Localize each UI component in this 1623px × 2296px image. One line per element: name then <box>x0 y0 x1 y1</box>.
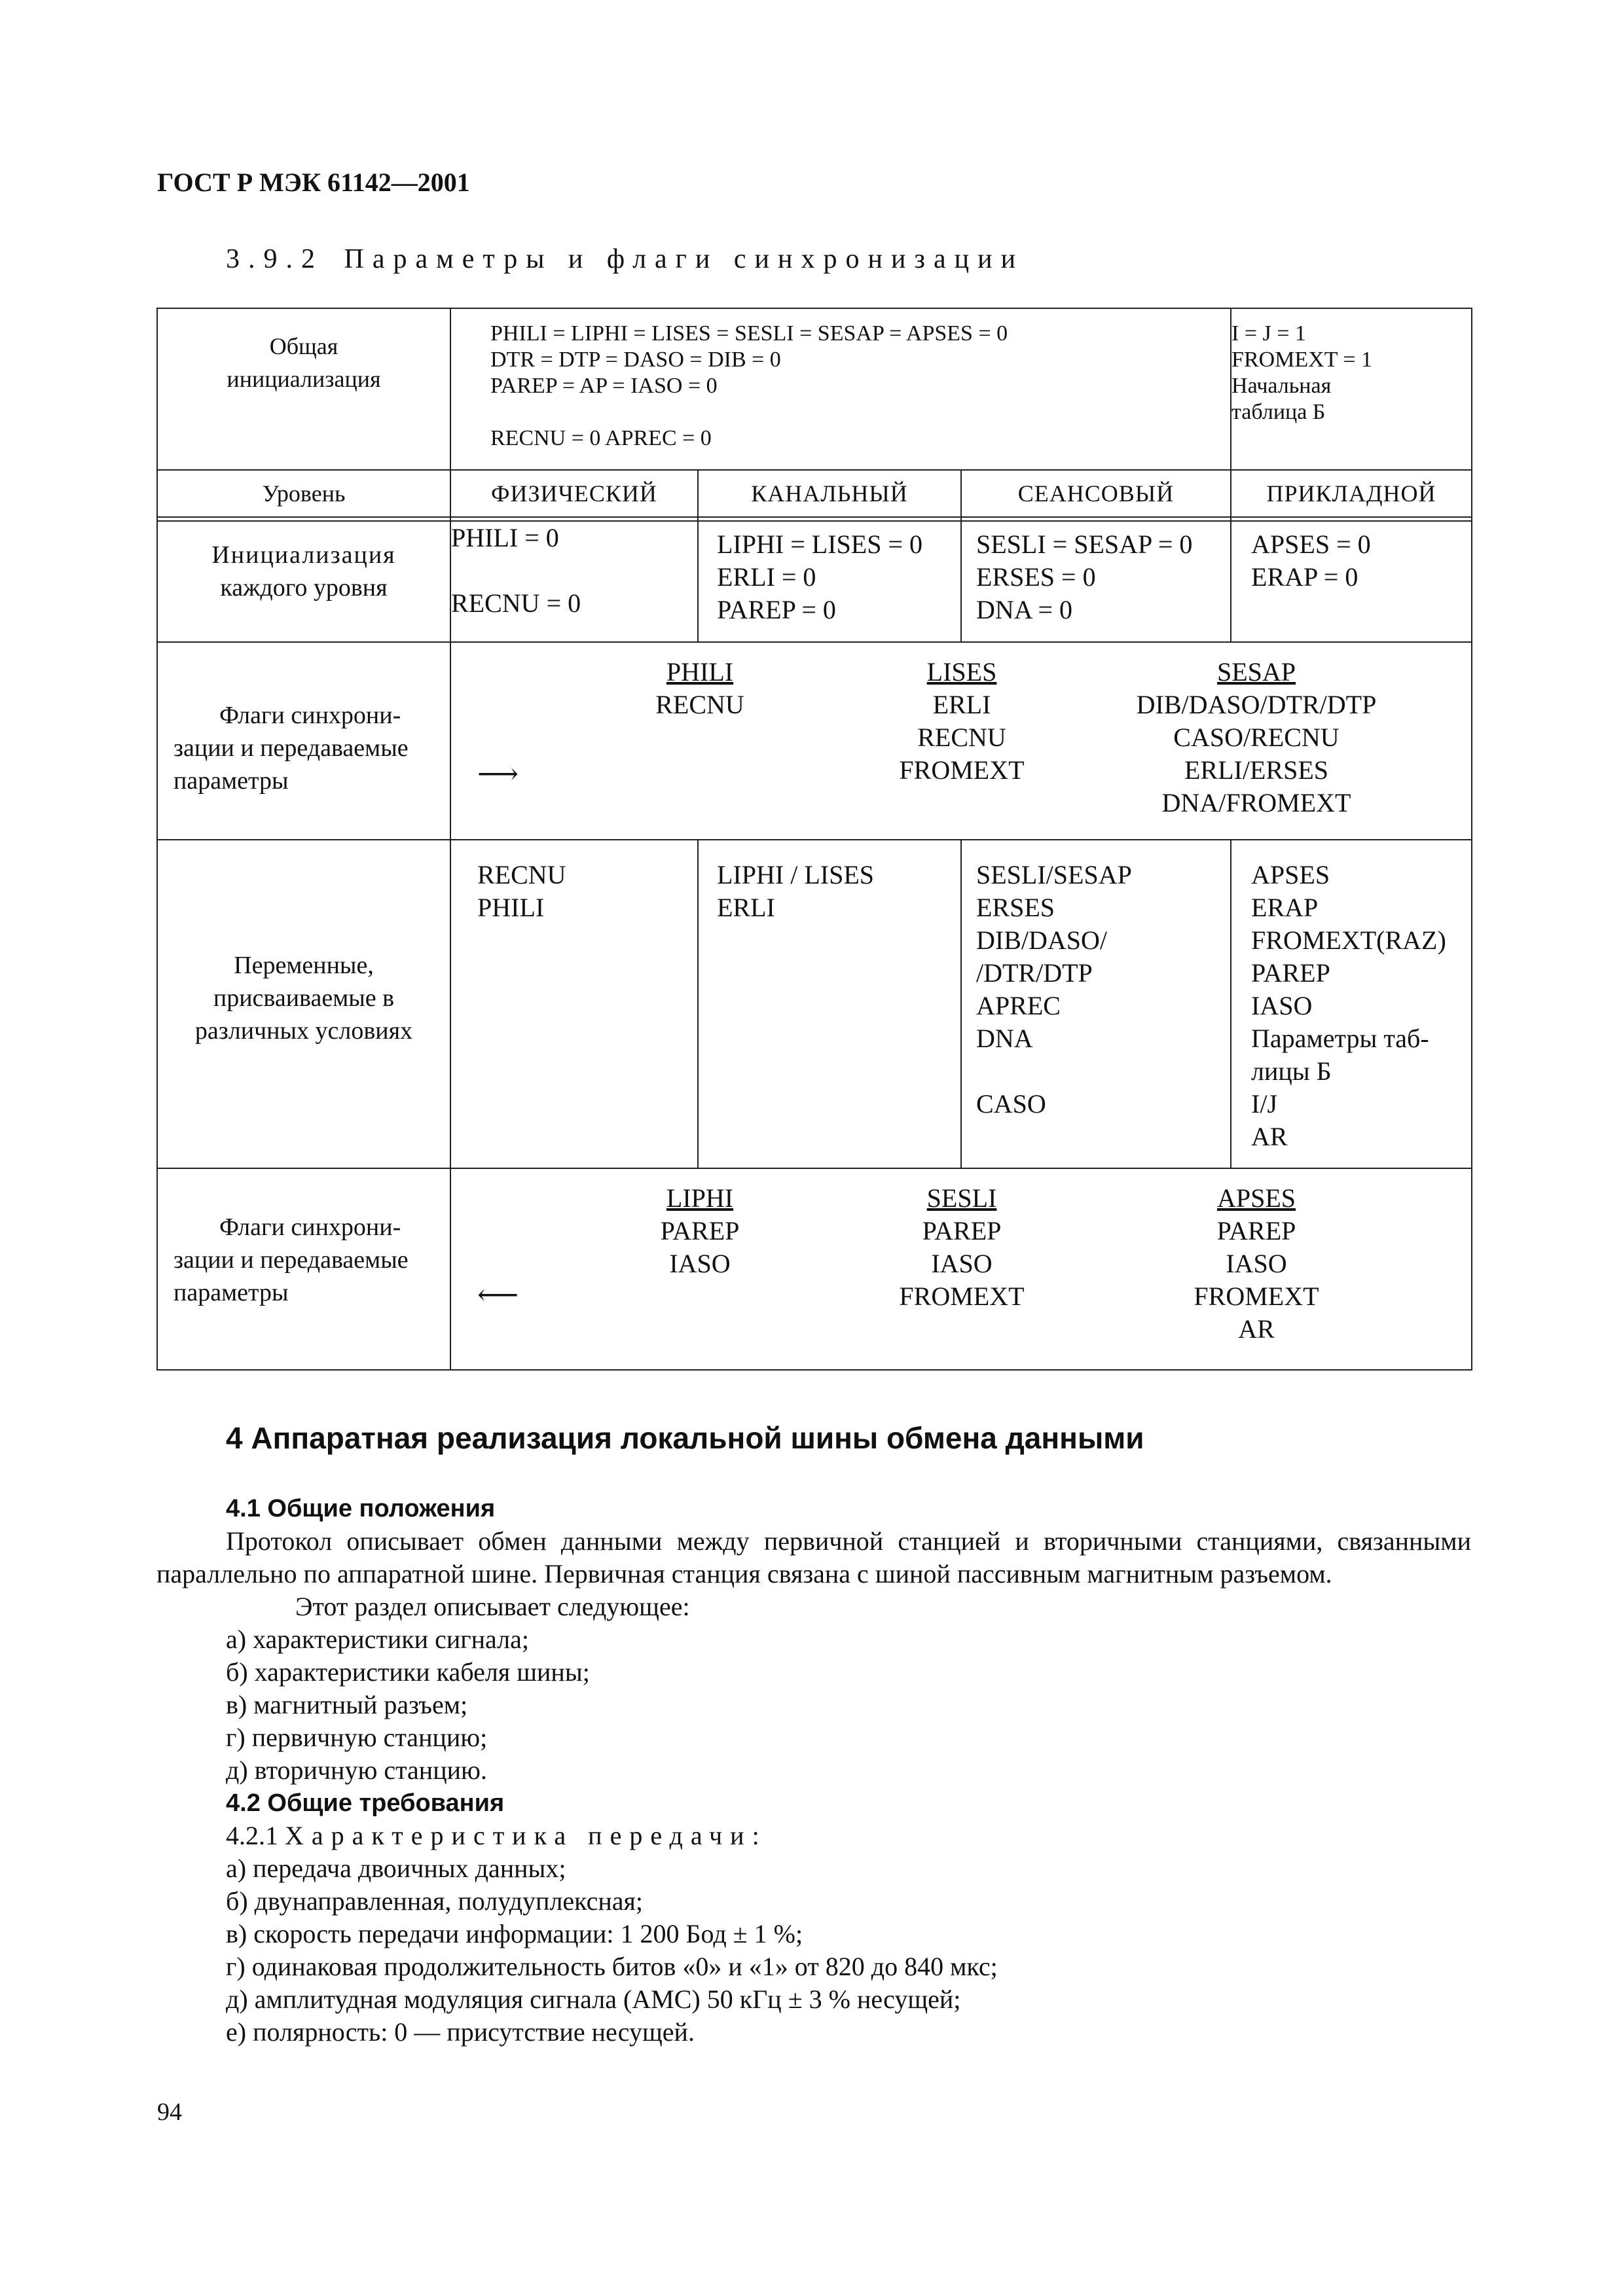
cell-line: ERAP <box>1251 893 1319 922</box>
arrow-left-icon: ⟵ <box>477 1279 519 1311</box>
cell-line: лицы Б <box>1251 1056 1332 1086</box>
vars-application <box>1231 840 1472 1168</box>
cell-line: APSES = 0 <box>1251 529 1371 559</box>
list-item: г) первичную станцию; <box>226 1723 488 1752</box>
flag-head: APSES <box>1216 1183 1296 1213</box>
level-init-row <box>157 521 1472 642</box>
flags-up-row <box>157 1168 1472 1370</box>
flag-head: PHILI <box>666 657 734 687</box>
flag-item: IASO <box>669 1249 731 1278</box>
flag-group-link-up <box>647 1182 752 1280</box>
subsection-4-1-title: 4.1 Общие положения <box>226 1495 496 1522</box>
formula-line <box>490 399 1230 425</box>
section-title <box>226 243 1024 275</box>
flags-down-row <box>157 642 1472 840</box>
flags-up-label <box>157 1168 450 1370</box>
list-item: а) передача двоичных данных; <box>226 1854 566 1883</box>
label-line: Инициализация <box>211 541 396 569</box>
cell-line: RECNU <box>477 860 566 889</box>
flag-item: FROMEXT <box>899 755 1025 785</box>
label-line: Общая <box>269 333 338 359</box>
levels-label: Уровень <box>157 470 450 517</box>
flag-item: ERLI <box>932 690 991 719</box>
flag-group-session-up <box>883 1182 1040 1313</box>
chapter-4-heading: 4 Аппаратная реализация локальной шины обмена данными <box>226 1421 1144 1455</box>
cell-line: PHILI <box>477 893 545 922</box>
list-item: б) двунаправленная, полудуплексная; <box>226 1886 644 1916</box>
flag-item: PAREP <box>660 1216 740 1246</box>
vars-physical <box>450 840 698 1168</box>
list-item: д) вторичную станцию. <box>226 1755 487 1785</box>
cell-line: APREC <box>976 991 1061 1020</box>
list-item: д) амплитудная модуляция сигнала (AMC) 50 кГц ± 3 % несущей; <box>226 1984 961 2014</box>
arrow-right-icon: ⟶ <box>477 758 519 790</box>
flag-item: DNA/FROMEXT <box>1161 788 1351 817</box>
level-application: ПРИКЛАДНОЙ <box>1231 470 1472 517</box>
list-item: в) магнитный разъем; <box>226 1690 468 1719</box>
list-item: в) скорость передачи информации: 1 200 Бод ± 1 %; <box>226 1919 803 1948</box>
cell-line: DNA = 0 <box>976 595 1073 624</box>
label-line: зации и передаваемые <box>173 734 409 762</box>
cell-line: ERLI = 0 <box>717 562 816 592</box>
cell-line: SESLI = SESAP = 0 <box>976 529 1193 559</box>
vars-session <box>961 840 1231 1168</box>
cell-line: AR <box>1251 1122 1288 1151</box>
section-title-text: Параметры и флаги синхронизации <box>344 244 1025 274</box>
cell-line: PAREP = 0 <box>717 595 836 624</box>
section-number: 3.9.2 <box>226 244 323 274</box>
cell-line: Параметры таб- <box>1251 1024 1429 1053</box>
levels-row <box>157 470 1472 517</box>
cell-line: LIPHI = LISES = 0 <box>717 529 923 559</box>
flag-item: ERLI/ERSES <box>1184 755 1329 785</box>
vars-label <box>157 840 450 1168</box>
cell-line: IASO <box>1251 991 1313 1020</box>
chapter-4-body <box>156 1492 1471 2049</box>
subsection-4-2-1 <box>156 1820 1471 1852</box>
flag-item: FROMEXT <box>899 1282 1025 1311</box>
formula-line: PAREP = AP = IASO = 0 <box>490 374 718 398</box>
label-line: различных условиях <box>194 1017 413 1045</box>
flag-item: PAREP <box>1216 1216 1296 1246</box>
flag-head: SESAP <box>1216 657 1296 687</box>
flags-down-cell <box>450 642 1472 840</box>
flag-head: SESLI <box>926 1183 997 1213</box>
flag-head: LIPHI <box>666 1183 734 1213</box>
flag-item: CASO/RECNU <box>1173 723 1340 752</box>
formula-line: PHILI = LIPHI = LISES = SESLI = SESAP = APSES = 0 <box>490 321 1008 346</box>
flag-item: AR <box>1238 1314 1275 1344</box>
vars-row <box>157 840 1472 1168</box>
subsection-title: Характеристика передачи: <box>285 1821 767 1850</box>
cell-line: PHILI = 0 <box>451 523 559 552</box>
label-line: каждого уровня <box>220 574 388 601</box>
flag-item: PAREP <box>922 1216 1002 1246</box>
init-right-line: Начальная <box>1231 374 1332 398</box>
init-formulas <box>450 308 1231 470</box>
init-row <box>157 308 1472 470</box>
label-line: инициализация <box>227 366 381 392</box>
label-line: параметры <box>173 767 289 795</box>
label-line: присваиваемые в <box>213 984 395 1012</box>
level-physical: ФИЗИЧЕСКИЙ <box>450 470 698 517</box>
cell-line: DNA <box>976 1024 1033 1053</box>
label-line: Флаги синхрони- <box>219 1213 401 1241</box>
subsection-4-2-title: 4.2 Общие требования <box>226 1789 505 1817</box>
cell-line: CASO <box>976 1089 1046 1119</box>
list-item: г) одинаковая продолжительность битов «0» и «1» от 820 до 840 мкс; <box>226 1952 998 1981</box>
cell-line: ERAP = 0 <box>1251 562 1359 592</box>
flag-group-physical <box>647 656 752 721</box>
level-init-physical <box>450 521 698 642</box>
label-line: параметры <box>173 1279 289 1306</box>
label-line: зации и передаваемые <box>173 1246 409 1274</box>
cell-line: LIPHI / LISES <box>717 860 874 889</box>
cell-line: ERSES <box>976 893 1055 922</box>
cell-line: FROMEXT(RAZ) <box>1251 925 1446 955</box>
init-label <box>157 308 450 470</box>
level-init-session <box>961 521 1231 642</box>
sync-parameters-table <box>156 308 1472 1371</box>
level-init-label <box>157 521 450 642</box>
init-right <box>1231 308 1472 470</box>
document-id: ГОСТ Р МЭК 61142—2001 <box>157 168 470 197</box>
formula-line: DTR = DTP = DASO = DIB = 0 <box>490 348 781 372</box>
flag-group-link <box>883 656 1040 787</box>
init-right-line: I = J = 1 <box>1231 321 1306 346</box>
flags-down-label <box>157 642 450 840</box>
flag-group-session <box>1106 656 1407 819</box>
flags-up-cell <box>450 1168 1472 1370</box>
cell-line: RECNU = 0 <box>451 588 581 618</box>
flag-head: LISES <box>926 657 997 687</box>
flag-item: FROMEXT <box>1194 1282 1319 1311</box>
flag-item: DIB/DASO/DTR/DTP <box>1136 690 1377 719</box>
paragraph: Этот раздел описывает следующее: <box>295 1592 690 1621</box>
page-number: 94 <box>157 2098 182 2126</box>
level-link: КАНАЛЬНЫЙ <box>698 470 961 517</box>
level-session: СЕАНСОВЫЙ <box>961 470 1231 517</box>
label-line: Флаги синхрони- <box>219 702 401 729</box>
cell-line: DIB/DASO/ <box>976 925 1108 955</box>
cell-line: SESLI/SESAP <box>976 860 1132 889</box>
cell-line: ERSES = 0 <box>976 562 1096 592</box>
list-item: б) характеристики кабеля шины; <box>226 1657 590 1687</box>
flag-item: IASO <box>1226 1249 1287 1278</box>
paragraph: Протокол описывает обмен данными между первичной станцией и вторичными станциями, связанными параллельно по аппаратной шине. Первичная станция связана с шиной пассивным магнитным разъемом. <box>156 1526 1471 1588</box>
cell-line <box>451 554 697 587</box>
list-item: е) полярность: 0 — присутствие несущей. <box>226 2017 695 2047</box>
init-right-line: таблица Б <box>1231 400 1326 424</box>
formula-line: RECNU = 0 APREC = 0 <box>490 426 712 450</box>
vars-link <box>698 840 961 1168</box>
cell-line: I/J <box>1251 1089 1278 1119</box>
cell-line <box>976 1055 1230 1088</box>
cell-line: ERLI <box>717 893 775 922</box>
flag-item: RECNU <box>917 723 1006 752</box>
level-init-link <box>698 521 961 642</box>
flag-group-application-up <box>1158 1182 1355 1346</box>
subsection-number: 4.2.1 <box>226 1821 278 1850</box>
flag-item: RECNU <box>655 690 744 719</box>
init-right-line: FROMEXT = 1 <box>1231 348 1373 372</box>
cell-line: /DTR/DTP <box>976 958 1093 988</box>
flag-item: IASO <box>931 1249 993 1278</box>
cell-line: APSES <box>1251 860 1330 889</box>
cell-line: PAREP <box>1251 958 1330 988</box>
label-line: Переменные, <box>234 952 374 979</box>
list-item: а) характеристики сигнала; <box>226 1624 529 1654</box>
level-init-application <box>1231 521 1472 642</box>
